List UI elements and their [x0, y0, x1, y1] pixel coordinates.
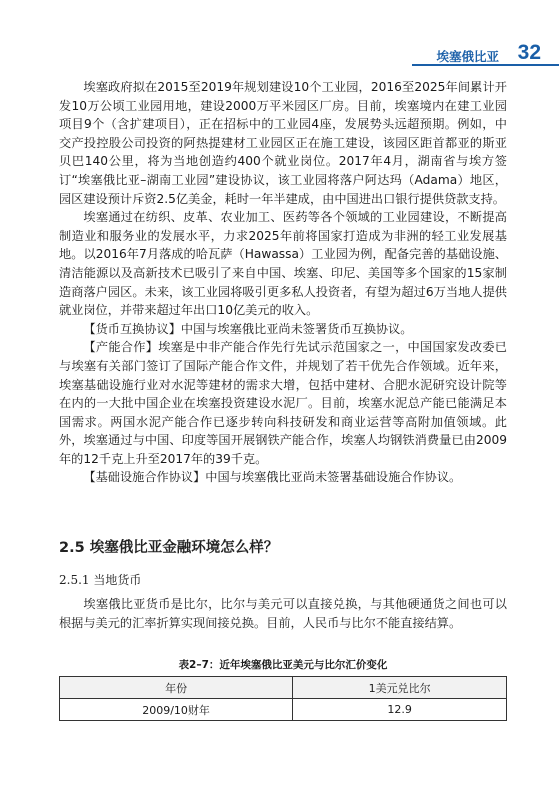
paragraph: 【货币互换协议】中国与埃塞俄比亚尚未签署货币互换协议。 [83, 321, 413, 336]
paragraph: 【产能合作】埃塞是中非产能合作先行先试示范国家之一，中国国家发改委已与埃塞有关部门签订了国际产能合作文件，并规划了若干优先合作领域。近年来，埃塞基础设施行业对水泥等建材的需求大增，包括中建材、合肥水泥研究设计院等在内的一大批中国企业在埃塞投资建设水泥厂。目前，埃塞水泥总产能已能满足本国需求。两国水泥产能合作已逐步转向科技研发和商业运营等高附加值领域。此外，埃塞通过与中国、印度等国开展钢铁产能合作，埃塞人均钢铁消费量已由2009年的12千克上升至2017年的39千克。 [59, 340, 507, 466]
paragraph: 埃塞政府拟在2015至2019年规划建设10个工业园，2016至2025年间累计开发10万公顷工业园用地，建设2000万平米园区厂房。目前，埃塞境内在建工业园项目9个（含扩建项目），正在招标中的工业园4座，发展势头远超预期。例如，中交产投控股公司投资的阿热提建材工业园区正在施工建设，该园区距首都亚的斯亚贝巴140公里，将为当地创造约400个就业岗位。2017年4月，湖南省与埃方签订“埃塞俄比亚–湖南工业园”建设协议，该工业园将落户阿达玛（Adama）地区，园区建设预计斥资2.5亿美金，耗时一年半建成，由中国进出口银行提供贷款支持。 [59, 80, 507, 206]
cell-rate: 12.9 [293, 699, 507, 721]
paragraph: 埃塞俄比亚货币是比尔，比尔与美元可以直接兑换，与其他硬通货之间也可以根据与美元的汇率折算实现间接兑换。目前，人民币与比尔不能直接结算。 [59, 597, 507, 630]
table-caption: 表2–7：近年埃塞俄比亚美元与比尔汇价变化 [178, 659, 388, 671]
body-text [59, 78, 507, 487]
header-section-title: 埃塞俄比亚 [436, 49, 499, 64]
subsection-heading: 2.5.1 当地货币 [59, 573, 142, 587]
column-header-year: 年份 [60, 677, 293, 699]
paragraph: 埃塞通过在纺织、皮革、农业加工、医药等各个领域的工业园建设，不断提高制造业和服务业的发展水平，力求2025年前将国家打造成为非洲的轻工业发展基地。以2016年7月落成的哈瓦萨（Hawassa）工业园为例，配备完善的基础设施、清洁能源以及高新技术已吸引了来自中国、埃塞、印尼、美国等多个国家的15家制造商落户园区。未来，该工业园将吸引更多私人投资者，有望为超过6万当地人提供就业岗位，并带来超过年出口10亿美元的收入。 [59, 210, 507, 318]
cell-year: 2009/10财年 [60, 699, 293, 721]
page-number: 32 [517, 41, 541, 64]
page-header [0, 0, 559, 80]
table-header-row [60, 677, 507, 699]
paragraph: 【基础设施合作协议】中国与埃塞俄比亚尚未签署基础设施合作协议。 [83, 470, 462, 485]
exchange-rate-table [59, 676, 507, 721]
section-text [59, 595, 507, 632]
header-rule [412, 64, 559, 66]
column-header-rate: 1美元兑比尔 [293, 677, 507, 699]
table-row [60, 699, 507, 721]
section-heading: 2.5 埃塞俄比亚金融环境怎么样？ [59, 540, 279, 556]
